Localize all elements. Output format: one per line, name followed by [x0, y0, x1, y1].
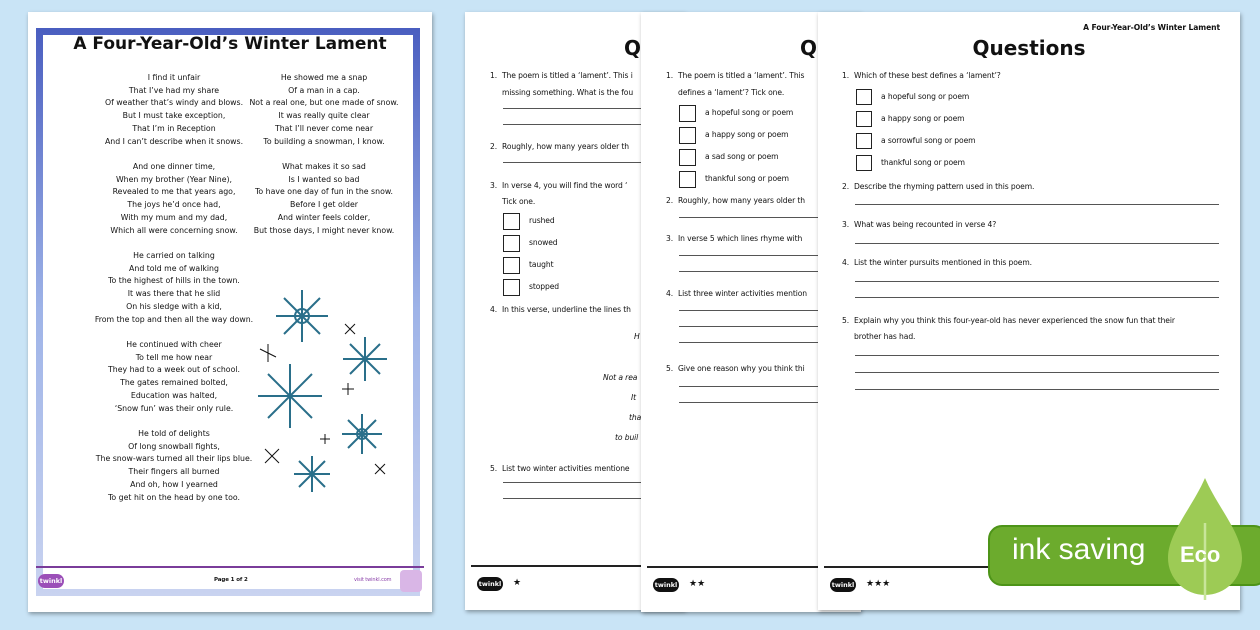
- tick-box[interactable]: [503, 235, 520, 252]
- poem-line: To the highest of hills in the town.: [108, 276, 240, 286]
- question-text: brother has had.: [854, 332, 916, 341]
- poem-line: Of weather that’s windy and blows.: [104, 98, 244, 108]
- question-text: Tick one.: [502, 197, 536, 206]
- question-number: 1.: [490, 71, 498, 80]
- sheet-header: A Four-Year-Old’s Winter Lament: [1083, 23, 1220, 32]
- poem-line: That I’ll never come near: [274, 123, 374, 133]
- poem-line: Revealed to me that years ago,: [112, 187, 236, 197]
- poem-line: The joys he’d once had,: [127, 200, 221, 210]
- page-number: Page 1 of 2: [214, 577, 248, 583]
- twinkl-logo: twinkl: [830, 578, 856, 592]
- tick-box[interactable]: [679, 105, 696, 122]
- option-label: thankful song or poem: [881, 158, 965, 167]
- question-text: The poem is titled a ‘lament’. This: [678, 71, 805, 80]
- poem-line: Their fingers all burned: [128, 467, 220, 477]
- difficulty-stars: ★★: [689, 579, 706, 589]
- ink-saving-label: ink saving: [1012, 533, 1146, 566]
- question-number: 5.: [490, 464, 498, 473]
- poem-line: When my brother (Year Nine),: [115, 174, 233, 184]
- poem-line: Not a real one, but one made of snow.: [249, 98, 399, 108]
- poem-line: He told of delights: [138, 429, 210, 438]
- question-number: 5.: [842, 316, 850, 325]
- poem-line: Is I wanted so bad: [288, 174, 360, 184]
- question-number: 4.: [666, 289, 674, 298]
- option-label: a sad song or poem: [705, 152, 779, 161]
- question-number: 5.: [666, 364, 674, 373]
- question-number: 1.: [842, 71, 850, 80]
- poem-title: A Four-Year-Old’s Winter Lament: [73, 34, 387, 54]
- question-text: List two winter activities mentione: [502, 464, 630, 473]
- poem-line: But I must take exception,: [122, 111, 226, 121]
- poem-line: It was really quite clear: [278, 111, 370, 121]
- poem-line: He continued with cheer: [126, 340, 222, 349]
- question-text: missing something. What is the fou: [502, 88, 634, 97]
- question-text: Which of these best defines a ‘lament’?: [854, 71, 1001, 80]
- question-number: 2.: [666, 196, 674, 205]
- difficulty-stars: ★★★: [866, 579, 891, 589]
- eco-label: Eco: [1180, 542, 1221, 567]
- option-label: thankful song or poem: [705, 174, 789, 183]
- option-label: a happy song or poem: [881, 114, 965, 123]
- question-number: 3.: [490, 181, 498, 190]
- answer-line[interactable]: [855, 243, 1219, 244]
- question-text: Explain why you think this four-year-old has never experienced the snow fun that their: [854, 316, 1175, 325]
- poem-line: To building a snowman, I know.: [263, 136, 385, 146]
- answer-line[interactable]: [855, 372, 1219, 373]
- poem-line: And told me of walking: [129, 263, 219, 273]
- tick-box[interactable]: [679, 149, 696, 166]
- tick-box[interactable]: [503, 213, 520, 230]
- twinkl-logo: twinkl: [38, 574, 64, 588]
- sheet-title: Q: [800, 36, 818, 60]
- tick-box[interactable]: [503, 257, 520, 274]
- question-text: Give one reason why you think thi: [678, 364, 805, 373]
- poem-line: To get hit on the head by one too.: [108, 492, 240, 502]
- answer-line[interactable]: [855, 204, 1219, 205]
- tick-box[interactable]: [679, 127, 696, 144]
- poem-line: On his sledge with a kid,: [126, 301, 222, 311]
- option-label: stopped: [529, 282, 560, 291]
- answer-line[interactable]: [855, 297, 1219, 298]
- poem-page: [28, 12, 432, 612]
- verse-line: H: [634, 332, 640, 341]
- answer-line[interactable]: [855, 389, 1219, 390]
- poem-line: ‘Snow fun’ was their only rule.: [114, 403, 234, 413]
- poem-line: They had to a week out of school.: [108, 365, 240, 375]
- question-text: Roughly, how many years older th: [678, 196, 805, 205]
- question-text: The poem is titled a ‘lament’. This i: [502, 71, 633, 80]
- twinkl-logo: twinkl: [477, 577, 503, 591]
- poem-line: To tell me how near: [135, 352, 213, 362]
- poem-line: But those days, I might never know.: [253, 225, 395, 235]
- footer-link[interactable]: visit twinkl.com: [354, 577, 392, 583]
- verse-line: to buil: [615, 433, 639, 442]
- question-number: 4.: [842, 258, 850, 267]
- poem-line: And one dinner time,: [132, 162, 216, 171]
- poem-line: And winter feels colder,: [277, 212, 371, 222]
- poem-line: He showed me a snap: [280, 73, 368, 82]
- question-number: 3.: [666, 234, 674, 243]
- sheet-title: Q: [624, 36, 642, 60]
- tick-box[interactable]: [856, 133, 872, 149]
- poem-line: Education was halted,: [130, 390, 218, 400]
- option-label: a happy song or poem: [705, 130, 789, 139]
- poem-line: I find it unfair: [147, 73, 201, 82]
- poem-line: And oh, how I yearned: [130, 479, 218, 489]
- option-label: snowed: [529, 238, 558, 247]
- tick-box[interactable]: [679, 171, 696, 188]
- option-label: a sorrowful song or poem: [881, 136, 976, 145]
- option-label: rushed: [529, 216, 555, 225]
- option-label: taught: [529, 260, 554, 269]
- poem-line: What makes it so sad: [282, 162, 366, 171]
- quality-badge-icon: [400, 570, 422, 592]
- verse-line: It: [631, 393, 637, 402]
- question-number: 2.: [842, 182, 850, 191]
- tick-box[interactable]: [856, 89, 872, 105]
- sheet-title: Questions: [972, 36, 1086, 60]
- poem-line: He carried on talking: [133, 251, 215, 260]
- question-text: What was being recounted in verse 4?: [854, 220, 997, 229]
- poem-line: The snow-wars turned all their lips blue.: [95, 454, 253, 464]
- answer-line[interactable]: [855, 355, 1219, 356]
- question-text: Roughly, how many years older th: [502, 142, 629, 151]
- poem-line: The gates remained bolted,: [120, 378, 228, 388]
- verse-line: tha: [629, 413, 642, 422]
- option-label: a hopeful song or poem: [881, 92, 970, 101]
- question-number: 4.: [490, 305, 498, 314]
- twinkl-logo: twinkl: [653, 578, 679, 592]
- poem-line: Before I get older: [290, 200, 358, 210]
- tick-box[interactable]: [856, 155, 872, 171]
- poem-line: With my mum and my dad,: [120, 212, 228, 222]
- difficulty-stars: ★: [513, 578, 522, 588]
- poem-line: And I can’t describe when it snows.: [104, 136, 244, 146]
- tick-box[interactable]: [503, 279, 520, 296]
- question-text: defines a ‘lament’? Tick one.: [678, 88, 785, 97]
- answer-line[interactable]: [855, 281, 1219, 282]
- option-label: a hopeful song or poem: [705, 108, 794, 117]
- poem-line: To have one day of fun in the snow.: [255, 187, 393, 197]
- question-text: List three winter activities mention: [678, 289, 807, 298]
- question-number: 1.: [666, 71, 674, 80]
- question-text: In this verse, underline the lines th: [502, 305, 631, 314]
- question-number: 2.: [490, 142, 498, 151]
- question-text: Describe the rhyming pattern used in this poem.: [854, 182, 1035, 191]
- poem-line: Which all were concerning snow.: [110, 225, 238, 235]
- eco-leaf-icon: [1168, 478, 1242, 600]
- verse-line: Not a rea: [603, 373, 638, 382]
- poem-line: It was there that he slid: [127, 289, 221, 299]
- poem-line: That I’ve had my share: [128, 85, 220, 95]
- poem-line: That I’m in Reception: [132, 123, 216, 133]
- question-text: In verse 4, you will find the word ‘: [502, 181, 628, 190]
- question-text: In verse 5 which lines rhyme with: [678, 234, 803, 243]
- poem-line: From the top and then all the way down.: [94, 314, 254, 324]
- tick-box[interactable]: [856, 111, 872, 127]
- poem-line: Of a man in a cap.: [288, 85, 360, 95]
- poem-line: Of long snowball fights,: [128, 441, 220, 451]
- question-number: 3.: [842, 220, 850, 229]
- question-text: List the winter pursuits mentioned in this poem.: [854, 258, 1032, 267]
